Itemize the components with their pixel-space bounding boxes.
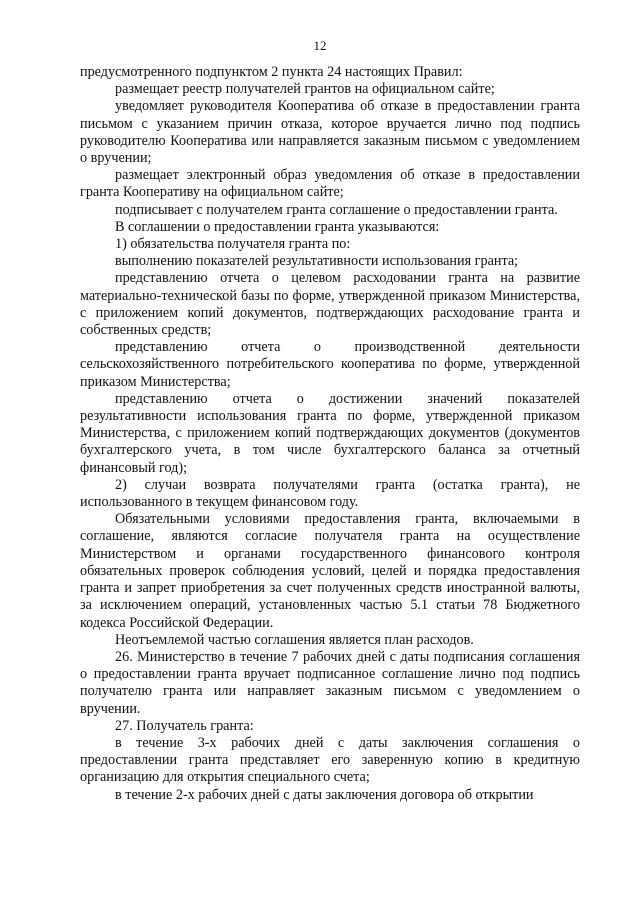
paragraph-11: представлению отчета о достижении значений показателей результативности использования гранта по форме, утвержденной приказом Министерства, с приложением копий подтверждающих документов (документов бухгалтерского учета, в том числе бухгалтерского баланса за отчетный финансовый год); — [80, 390, 580, 476]
paragraph-1: предусмотренного подпунктом 2 пункта 24 настоящих Правил: — [80, 64, 463, 80]
paragraph-15: 26. Министерство в течение 7 рабочих дней с даты подписания соглашения о предоставлении гранта вручает подписанное соглашение лично под подпись получателю гранта или направляет заказным письмом с уведомлением о вручении. — [80, 648, 580, 717]
paragraph-13: Обязательными условиями предоставления гранта, включаемыми в соглашение, являются согласие получателя гранта на осуществление Министерством и органами государственного финансового контроля обязательных проверок соблюдения условий, целей и порядка предоставления гранта и запрет приобретения за счет полученных средств иностранной валюты, за исключением операций, установленных частью 5.1 статьи 78 Бюджетного кодекса Российской Федерации. — [80, 511, 580, 631]
paragraph-16: 27. Получатель гранта: — [115, 717, 254, 734]
paragraph-14: Неотъемлемой частью соглашения является план расходов. — [115, 631, 474, 648]
paragraph-9: представлению отчета о целевом расходовании гранта на развитие материально-технической базы по форме, утвержденной приказом Министерства, с приложением копий документов, подтверждающих расходование гранта и собственных средств; — [80, 270, 580, 339]
paragraph-17: в течение 3-х рабочих дней с даты заключения соглашения о предоставлении гранта представляет его заверенную копию в кредитную организацию для открытия специального счета; — [80, 734, 580, 786]
paragraph-18: в течение 2-х рабочих дней с даты заключения договора об открытии — [115, 786, 534, 803]
paragraph-2: размещает реестр получателей грантов на официальном сайте; — [115, 81, 495, 98]
document-body — [80, 64, 580, 804]
page-number: 12 — [313, 38, 327, 53]
paragraph-6: В соглашении о предоставлении гранта указываются: — [115, 218, 440, 235]
paragraph-8: выполнению показателей результативности использования гранта; — [115, 253, 519, 270]
paragraph-12: 2) случаи возврата получателями гранта (остатка гранта), не использованного в текущем финансовом году. — [80, 476, 580, 511]
paragraph-3: уведомляет руководителя Кооператива об отказе в предоставлении гранта письмом с указанием причин отказа, которое вручается лично под подпись руководителю Кооператива или направляется заказным письмом с уведомлением о вручении; — [80, 98, 580, 167]
paragraph-5: подписывает с получателем гранта соглашение о предоставлении гранта. — [115, 201, 558, 218]
paragraph-7: 1) обязательства получателя гранта по: — [115, 236, 351, 253]
paragraph-4: размещает электронный образ уведомления об отказе в предоставлении гранта Кооперативу на официальном сайте; — [80, 167, 580, 201]
paragraph-10: представлению отчета о производственной деятельности сельскохозяйственного потребительского кооператива по форме, утвержденной приказом Министерства; — [80, 339, 580, 390]
